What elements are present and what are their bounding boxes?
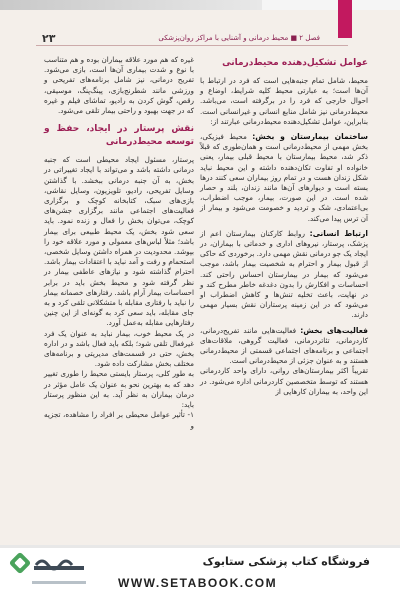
watermark-footer [0, 545, 400, 599]
chapter-title: فصل ۲ ■ محیط درمانی و آشنایی با مراکز روان‌پزشکی [158, 34, 320, 42]
intro-paragraph: محیط، شامل تمام جنبه‌هایی است که فرد در ارتباط با آن‌ها است؛ به عبارتی محیط کلیه شرایط، اوضاع و احوال خارجی که فرد را در برگرفته است، می‌باشد. محیط‌درمانی نیز شامل منابع انسانی و غیرانسانی است. بنابراین، عوامل تشکیل‌دهنده محیط‌درمانی عبارتند از: [200, 76, 368, 126]
website-url[interactable]: WWW.SETABOOK.COM [118, 576, 278, 590]
setabook-logo-icon [8, 551, 90, 595]
top-gray-strip [0, 0, 262, 10]
nurse-role-paragraph-1: پرستار، مسئول ایجاد محیطی است که جنبه درمانی داشته باشد و می‌تواند با ایجاد تغییراتی در بخش، به آن جنبه درمانی ببخشد. با گذاشتن وسایل تفریحی، رادیو، تلویزیون، وسایل نقاشی، بازی‌های سبک، کتابخانه کوچک و برگزاری فعالیت‌های اجتماعی مانند برگزاری جشن‌های کوچک، می‌توان بخش را فعال و زنده نمود. باید سعی شود بخش، یک محیط طبیعی برای بیمار باشد؛ مثلاً لباس‌های معمولی و مورد علاقه خود را بپوشد. محدودیت در همراه داشتن وسایل شخصی، استحمام و رفت و آمد نباید با اعتقادات بیمار باشد. احترام گذاشته شود و نیازهای عاطفی بیمار در نظر گرفته شود و محیط بخش باید در برابر احساسات بیمار آرام باشد. رفتارهای خصمانه بیمار را نباید با رفتاری مقابله با متشکلانی تلقی کرد و به جای مقابله، باید سعی کرد به گونه‌ای از این چنین رفتارهایی مقابله به‌عمل آورد. [44, 155, 194, 328]
item-human-relations-title: ارتباط انسانی: [309, 228, 368, 238]
item-building-title: ساختمان بیمارستان و بخش: [252, 132, 368, 142]
running-header [0, 31, 400, 45]
nurse-role-paragraph-4: ۱- تأثیر عوامل محیطی بر افراد را مشاهده، تجزیه و [44, 410, 194, 430]
right-column [200, 55, 368, 397]
header-rule [36, 45, 348, 46]
item-human-relations-text: روابط کارکنان بیمارستان اعم از پزشک، پرستار، نیروهای اداری و خدماتی با بیماران، در ایجاد یک جو درمانی نقش مهمی دارد. برخوردی که حاکی از قبول بیمار و احترام به شخصیت بیمار باشد، موجب می‌شود که بیمار در بیمارستان احساس راحتی کند. احساسات و افکارش را بدون دغدغه خاطر مطرح کند و در نهایت، باعث تخلیه تنش‌ها و کاهش اضطراب او می‌شود که در این زمینه پرستاران نقش بسیار مهمی دارند. [200, 228, 368, 320]
item-ward-activities-text: فعالیت‌هایی مانند تفریح‌درمانی، کاردرمانی، تئاتردرمانی، فعالیت گروهی، ملاقات‌های اجتماعی و برنامه‌های اجتماعی قسمتی از محیط‌درمانی هستند و به عنوان جزئی از محیط‌درمانی است. [200, 325, 368, 366]
nurse-role-paragraph-2: در یک محیط خوب، بیمار نباید به عنوان یک فرد غیرفعال تلقی شود؛ بلکه باید فعال باشد و در اداره بخش، حتی در قسمت‌های مدیریتی و برنامه‌های مختلف بخش مشارکت داده شود. [44, 328, 194, 369]
recreation-paragraph: غیره که هم مورد علاقه بیماران بوده و هم متناسب با نوع و شدت بیماری آن‌ها است، بازی می‌شود. تفریح درمانی، نیز شامل برنامه‌های تفریحی و ورزشی مانند شطرنج‌بازی، پینگ‌پنگ، موسیقی، رقص، گوش کردن به رادیو، تماشای فیلم و غیره که در جهت بهبود و راحتی بیمار تلقی می‌شود. [44, 55, 194, 116]
page-number: ۲۳ [42, 32, 56, 45]
section-heading-components: عوامل تشکیل‌دهنده محیط‌درمانی [222, 58, 368, 68]
item-building-text: محیط فیزیکی، بخش مهمی از محیط‌درمانی است و همان‌طوری که قبلاً ذکر شد، محیط بیمارستان با محیط قبلی بیمار، یعنی خانواده او تفاوت تکان‌دهنده داشته و این محیط نباید شکل زندان هست و در تمام روز بیماران سعی کنند درها بسته است و دیوارهای آن‌ها مانند زندان، بلند و حصار شده است. در این صورت، بیمار، موجب اضطراب، بی‌اعتمادی، شک و تردید و خصومت می‌شود و بیمار از آن ترس پیدا می‌کند. [200, 132, 368, 223]
shop-name: فروشگاه کتاب پزشکی ستابوک [202, 555, 370, 568]
left-column [44, 55, 194, 431]
item-ward-activities-title: فعالیت‌های بخش: [300, 325, 368, 335]
nurse-role-paragraph-3: به طور کلی، پرستار بایستی محیط را طوری تغییر دهد که به بهترین نحو به عنوان یک عامل مؤثر در درمان بیماران به نظر آید. به این منظور پرستار باید: [44, 369, 194, 410]
section-heading-nurse-role: نقش پرستار در ایجاد، حفظ و توسعه محیط‌درمانی [44, 124, 194, 148]
occupational-therapy-paragraph: تقریباً اکثر بیمارستان‌های روانی، دارای واحد کاردرمانی هستند که توسط متخصصین کاردرمانی اداره می‌شود. در این واحد، به بیماران کارهایی از [200, 366, 368, 396]
